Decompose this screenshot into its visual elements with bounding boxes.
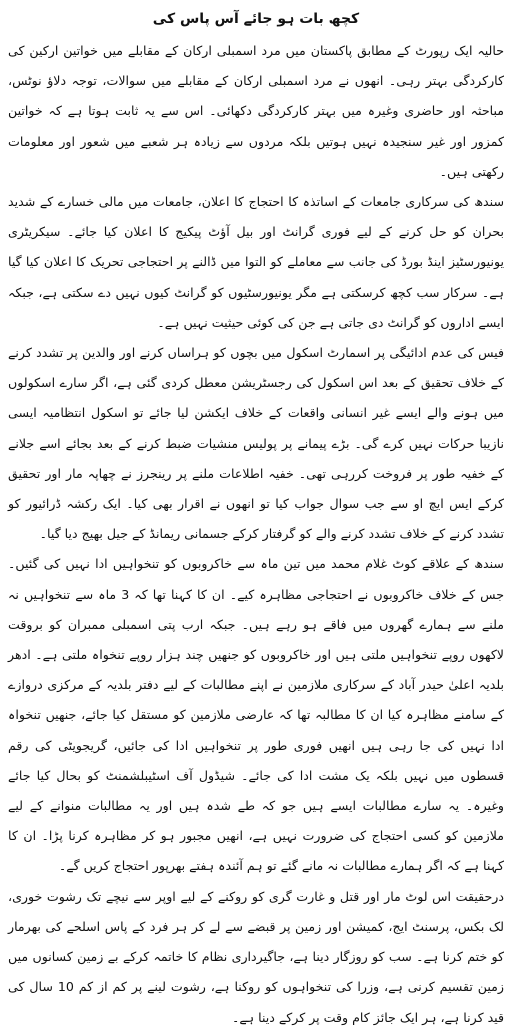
article-paragraph: درحقیقت اس لوٹ مار اور قتل و غارت گری کو روکنے کے لیے اوپر سے نیچے تک رشوت خوری، لک بکس، پرسنٹ ایج، کمیشن اور زمین پر قبضے سے لے کر ہر فرد کے پاس اسلحے کی بھرمار کو ختم کرنا ہے۔ سب کو روزگار دینا ہے، جاگیرداری نظام کا خاتمہ کرکے بے زمین کسانوں میں زمین تقسیم کرنی ہے، وزرا کی تنخواہوں کو روکنا ہے، رشوت لینے پر کم از کم 10 سال کی قید کرنا ہے، ہر ایک جائز کام وقت پر کرکے دینا ہے۔	[8, 888, 504, 1025]
article-paragraph: سندھ کی سرکاری جامعات کے اساتذہ کا احتجاج کا اعلان، جامعات میں مالی خسارے کے شدید بحران کو حل کرنے کے لیے فوری گرانٹ اور بیل آؤٹ پیکیج کا اعلان کیا جائے۔ سیکریٹری یونیورسٹیز اینڈ بورڈ کی جانب سے معاملے کو التوا میں ڈالنے پر احتجاجی تحریک کا اعلان کیا گیا ہے۔ سرکار سب کچھ کرسکتی ہے مگر یونیورسٹیوں کو گرانٹ کیوں نہیں دے سکتی ہے، جبکہ ایسے اداروں کو گرانٹ دی جاتی ہے جن کی کوئی حیثیت نہیں ہے۔	[8, 194, 504, 330]
article-paragraph: فیس کی عدم ادائیگی پر اسمارٹ اسکول میں بچوں کو ہراساں کرنے اور والدین پر تشدد کرنے کے خلاف تحقیق کے بعد اس اسکول کی رجسٹریشن معطل کردی گئی ہے، اگر سارے اسکولوں میں ہونے والے ایسے غیر انسانی واقعات کے خلاف ایکشن لیا جائے تو اسکول انتظامیہ ایسی نازیبا حرکات نہیں کرے گی۔ بڑے پیمانے پر پولیس منشیات ضبط کرنے کے بعد بجائے اسے جلانے کے خفیہ طور پر فروخت کررہی تھی۔ خفیہ اطلاعات ملنے پر رینجرز نے چھاپہ مار اور تحقیق کرکے ایس ایچ او سے جب سوال جواب کیا تو انھوں نے اقرار بھی کیا۔ ایک رکشہ ڈرائیور کو تشدد کرنے کے خلاف تشدد کرنے والے کو گرفتار کرکے جسمانی ریمانڈ کے جیل بھیج دیا گیا۔	[8, 345, 504, 542]
article-paragraph: سندھ کے علاقے کوٹ غلام محمد میں تین ماہ سے خاکروبوں کو تنخواہیں ادا نہیں کی گئیں۔ جس کے خلاف خاکروبوں نے احتجاجی مظاہرہ کیے۔ ان کا کہنا تھا کہ 3 ماہ سے تنخواہیں نہ ملنے سے ہمارے گھروں میں فاقے ہو رہے ہیں۔ جبکہ ارب پتی اسمبلی ممبران کو بروقت لاکھوں روپے تنخواہیں ملتی ہیں اور خاکروبوں کو جنھیں چند ہزار روپے تنخواہ ملتی ہے۔ ادھر بلدیہ اعلیٰ حیدر آباد کے سرکاری ملازمین نے اپنے مطالبات کے لیے دفتر بلدیہ کے مرکزی دروازے کے سامنے مظاہرہ کیا ان کا مطالبہ تھا کہ عارضی ملازمین کو مستقل کیا جائے، جنھیں تنخواہ ادا نہیں کی جا رہی ہیں انھیں فوری طور پر تنخواہیں ادا کی جائیں، گریجویٹی کی رقم قسطوں میں نہیں بلکہ یک مشت ادا کی جائے۔ شیڈول آف اسٹیبلشمنٹ کو بحال کیا جائے وغیرہ۔ یہ سارے مطالبات ایسے ہیں جو کہ طے شدہ ہیں اور یہ مطالبات منوانے کے لیے ملازمین کو کسی احتجاج کی ضرورت نہیں ہے، انھیں مجبور ہو کر مظاہرہ کرنا پڑا۔ ان کا کہنا ہے کہ اگر ہمارے مطالبات نہ مانے گئے تو ہم آئندہ ہفتے بھرپور احتجاج کریں گے۔	[8, 556, 505, 874]
article-paragraph: حالیہ ایک رپورٹ کے مطابق پاکستان میں مرد اسمبلی ارکان کے مقابلے میں خواتین ارکین کی کارکردگی بہتر رہی۔ انھوں نے مرد اسمبلی ارکان کے مقابلے میں سوالات، توجہ دلاؤ نوٹس، مباحثہ اور حاضری وغیرہ میں بہتر کارکردگی دکھائی۔ اس سے یہ ثابت ہوتا ہے کہ خواتین کمزور اور غیر سنجیدہ نہیں ہوتیں بلکہ مردوں سے زیادہ ہر شعبے میں شعور اور معلومات رکھتی ہیں۔	[8, 43, 504, 179]
article-headline: کچھ بات ہو جائے آس پاس کی	[152, 11, 360, 27]
